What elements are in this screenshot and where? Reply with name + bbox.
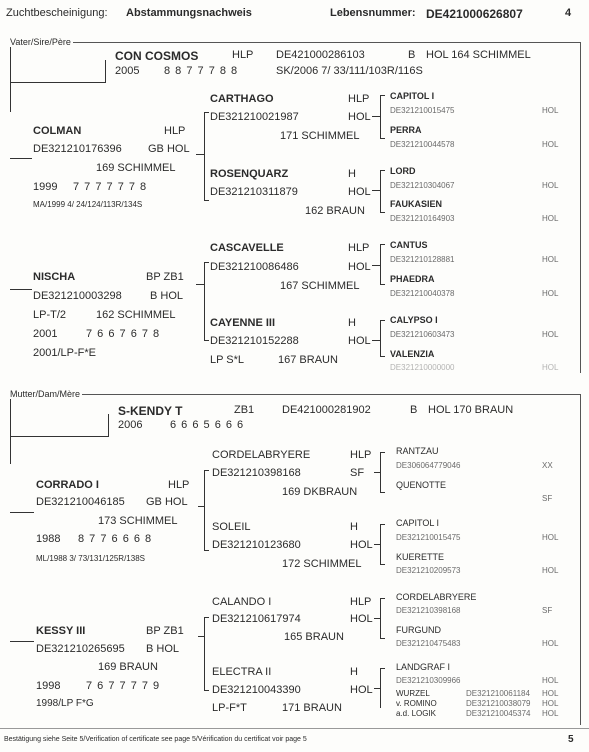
dam-ggp6-reg: HOL (542, 639, 559, 648)
header-prefix: Zuchtbescheinigung: (6, 7, 108, 19)
sire-parent2-lp: LP-T/2 (33, 309, 67, 321)
sire-ggp5-name: CANTUS (390, 240, 428, 250)
sire-ggp3-reg: HOL (542, 181, 559, 190)
dam-sex: B (410, 404, 418, 416)
dam-parent1-breed2: GB HOL (146, 496, 188, 508)
sire-gp3-id: DE321210086486 (210, 261, 299, 273)
dam-gp2-id: DE321210123680 (212, 539, 301, 551)
dam-parent1-breed: HLP (168, 479, 190, 491)
sire-scores: 8 8 7 7 7 8 8 (164, 65, 239, 77)
sire-line: SK/2006 7/ 33/111/103R/116S (276, 65, 423, 77)
dam-gp1-name: CORDELABRYERE (212, 449, 311, 461)
sire-ggp1-name: CAPITOL I (390, 91, 435, 101)
dam-ggp2-reg: SF (542, 494, 553, 503)
dam-ggp3-reg: HOL (542, 533, 559, 542)
dam-gp3-name: CALANDO I (212, 596, 272, 608)
sire-gp3-breed: HLP (348, 242, 370, 254)
sire-gp2-breed: H (348, 168, 356, 180)
sire-parent2-breed: BP ZB1 (146, 271, 184, 283)
dam-year: 2006 (118, 419, 143, 431)
sire-parent1-breed2: GB HOL (148, 143, 190, 155)
dam-gp4-lp: LP-F*T (212, 702, 247, 714)
sire-color-info: HOL 164 SCHIMMEL (426, 49, 531, 61)
dam-gp2-reg: HOL (350, 539, 373, 551)
dam-gp4-id: DE321210043390 (212, 684, 301, 696)
dam-parent1-id: DE321210046185 (36, 496, 125, 508)
dam-extra-1-reg: HOL (542, 689, 559, 698)
sire-ggp6-reg: HOL (542, 289, 559, 298)
page-number-top: 4 (565, 7, 572, 19)
dam-parent2-breed2: B HOL (146, 643, 180, 655)
dam-gp2-breed: H (350, 521, 358, 533)
dam-gp2-size-color: 172 SCHIMMEL (282, 558, 362, 570)
sire-ggp3-id: DE321210304067 (390, 181, 455, 190)
sire-breed: HLP (232, 49, 254, 61)
sire-gp4-size-color: 167 BRAUN (278, 354, 338, 366)
dam-parent2-scores: 7 6 7 7 7 7 9 (86, 680, 161, 692)
dam-extra-3-label: a.d. LOGIK (396, 709, 437, 718)
dam-gp4-breed: H (350, 666, 358, 678)
sire-ggp7-reg: HOL (542, 330, 559, 339)
dam-ggp1-reg: XX (542, 461, 553, 470)
sire-gp3-name: CASCAVELLE (210, 242, 284, 254)
sire-ggp1-reg: HOL (542, 106, 559, 115)
dam-parent2-year: 1998 (36, 680, 61, 692)
sire-gp4-breed: H (348, 317, 356, 329)
dam-ggp7-reg: HOL (542, 676, 559, 685)
sire-parent2-line: 2001/LP-F*E (33, 347, 96, 359)
sire-parent2-breed2: B HOL (150, 290, 184, 302)
dam-extra-1-id: DE321210061184 (466, 689, 530, 698)
sire-ggp5-reg: HOL (542, 255, 559, 264)
sire-ggp8-name: VALENZIA (390, 349, 435, 359)
dam-extra-2-reg: HOL (542, 699, 559, 708)
sire-ggp6-name: PHAEDRA (390, 274, 435, 284)
sire-gp1-breed: HLP (348, 93, 370, 105)
sire-ggp2-reg: HOL (542, 140, 559, 149)
sire-ggp6-id: DE321210040378 (390, 289, 455, 298)
sire-parent1-size-color: 169 SCHIMMEL (96, 162, 176, 174)
dam-ggp4-reg: HOL (542, 566, 559, 575)
dam-name: S-KENDY T (118, 404, 183, 418)
sire-ggp5-id: DE321210128881 (390, 255, 455, 264)
sire-gp2-name: ROSENQUARZ (210, 168, 289, 180)
dam-id: DE421000281902 (282, 404, 371, 416)
dam-ggp5-name: CORDELABRYERE (396, 592, 477, 602)
dam-scores: 6 6 6 5 6 6 6 (170, 419, 245, 431)
sire-parent1-id: DE321210176396 (33, 143, 122, 155)
dam-parent2-size-color: 169 BRAUN (98, 661, 158, 673)
dam-parent1-line: ML/1988 3/ 73/131/125R/138S (36, 554, 145, 563)
lebensnummer-label: Lebensnummer: (330, 7, 416, 19)
dam-ggp6-name: FURGUND (396, 625, 441, 635)
sire-ggp4-reg: HOL (542, 214, 559, 223)
sire-id: DE421000286103 (276, 49, 365, 61)
dam-breed: ZB1 (234, 404, 255, 416)
page-number-bottom: 5 (568, 734, 574, 745)
sire-parent2-year: 2001 (33, 328, 58, 340)
sire-sex: B (408, 49, 416, 61)
dam-gp3-breed: HLP (350, 596, 372, 608)
dam-ggp7-id: DE321210309966 (396, 676, 461, 685)
dam-gp2-name: SOLEIL (212, 521, 251, 533)
sire-ggp7-name: CALYPSO I (390, 315, 438, 325)
sire-ggp7-id: DE321210603473 (390, 330, 455, 339)
sire-parent1-line: MA/1999 4/ 24/124/113R/134S (33, 200, 143, 209)
footer-note: Bestätigung siehe Seite 5/Verification of certificate see page 5/Vérification du certificat voir page 5 (4, 736, 307, 743)
dam-parent1-size-color: 173 SCHIMMEL (98, 515, 178, 527)
sire-year: 2005 (115, 65, 140, 77)
dam-ggp3-id: DE321210015475 (396, 533, 461, 542)
document-title: Abstammungsnachweis (126, 7, 252, 19)
sire-gp3-size-color: 167 SCHIMMEL (280, 280, 360, 292)
dam-gp3-size-color: 165 BRAUN (284, 631, 344, 643)
dam-gp3-id: DE321210617974 (212, 613, 301, 625)
dam-ggp6-id: DE321210475483 (396, 639, 461, 648)
sire-gp1-size-color: 171 SCHIMMEL (280, 130, 360, 142)
dam-extra-2-id: DE321210038079 (466, 699, 531, 708)
sire-parent2-id: DE321210003298 (33, 290, 122, 302)
dam-gp4-reg: HOL (350, 684, 373, 696)
dam-extra-3-reg: HOL (542, 709, 559, 718)
sire-parent1-year: 1999 (33, 181, 58, 193)
sire-parent1-breed: HLP (164, 125, 186, 137)
sire-section-label: Vater/Sire/Père (10, 37, 71, 47)
sire-ggp2-id: DE321210044578 (390, 140, 455, 149)
sire-parent2-scores: 7 6 6 7 6 7 8 (86, 328, 161, 340)
sire-gp4-lp: LP S*L (210, 354, 245, 366)
sire-ggp1-id: DE321210015475 (390, 106, 455, 115)
dam-parent1-name: CORRADO I (36, 479, 99, 491)
sire-gp3-reg: HOL (348, 261, 371, 273)
sire-parent2-name: NISCHA (33, 271, 76, 283)
dam-gp1-reg: SF (350, 467, 365, 479)
sire-gp2-reg: HOL (348, 186, 371, 198)
dam-parent2-id: DE321210265695 (36, 643, 125, 655)
sire-parent1-name: COLMAN (33, 125, 82, 137)
sire-ggp8-id: DE321210000000 (390, 363, 455, 372)
dam-ggp1-id: DE306064779046 (396, 461, 461, 470)
sire-parent2-size-color: 162 SCHIMMEL (96, 309, 176, 321)
dam-ggp5-id: DE321210398168 (396, 606, 461, 615)
dam-gp1-id: DE321210398168 (212, 467, 301, 479)
dam-gp1-size-color: 169 DKBRAUN (282, 486, 358, 498)
dam-color-info: HOL 170 BRAUN (428, 404, 514, 416)
dam-extra-2-label: v. ROMINO (396, 699, 437, 708)
dam-ggp5-reg: SF (542, 606, 553, 615)
dam-parent2-name: KESSY III (36, 625, 86, 637)
sire-ggp4-name: FAUKASIEN (390, 199, 443, 209)
sire-name: CON COSMOS (115, 49, 199, 63)
dam-extra-1-label: WURZEL (396, 689, 430, 698)
dam-ggp1-name: RANTZAU (396, 446, 439, 456)
lebensnummer-value: DE421000626807 (426, 7, 523, 21)
sire-gp1-name: CARTHAGO (210, 93, 274, 105)
sire-gp4-reg: HOL (348, 335, 371, 347)
dam-extra-3-id: DE321210045374 (466, 709, 531, 718)
sire-gp1-reg: HOL (348, 111, 371, 123)
sire-ggp3-name: LORD (390, 166, 416, 176)
dam-ggp2-name: QUENOTTE (396, 480, 447, 490)
dam-section-label: Mutter/Dam/Mère (10, 389, 81, 399)
sire-ggp4-id: DE321210164903 (390, 214, 455, 223)
dam-gp3-reg: HOL (350, 613, 373, 625)
sire-gp2-size-color: 162 BRAUN (305, 205, 365, 217)
sire-ggp2-name: PERRA (390, 125, 422, 135)
dam-gp4-name: ELECTRA II (212, 666, 272, 678)
sire-gp4-name: CAYENNE III (210, 317, 276, 329)
dam-gp4-size-color: 171 BRAUN (282, 702, 342, 714)
sire-parent1-scores: 7 7 7 7 7 7 8 (73, 181, 148, 193)
sire-gp1-id: DE321210021987 (210, 111, 299, 123)
dam-ggp4-name: KUERETTE (396, 552, 445, 562)
sire-ggp8-reg: HOL (542, 363, 559, 372)
dam-parent2-breed: BP ZB1 (146, 625, 184, 637)
dam-gp1-breed: HLP (350, 449, 372, 461)
dam-ggp3-name: CAPITOL I (396, 518, 440, 528)
sire-gp2-id: DE321210311879 (210, 186, 298, 198)
sire-gp4-id: DE321210152288 (210, 335, 299, 347)
dam-parent1-year: 1988 (36, 533, 61, 545)
dam-ggp7-name: LANDGRAF I (396, 662, 451, 672)
dam-parent1-scores: 8 7 7 6 6 6 8 (78, 533, 153, 545)
dam-parent2-line: 1998/LP F*G (36, 698, 94, 709)
dam-ggp4-id: DE321210209573 (396, 566, 461, 575)
